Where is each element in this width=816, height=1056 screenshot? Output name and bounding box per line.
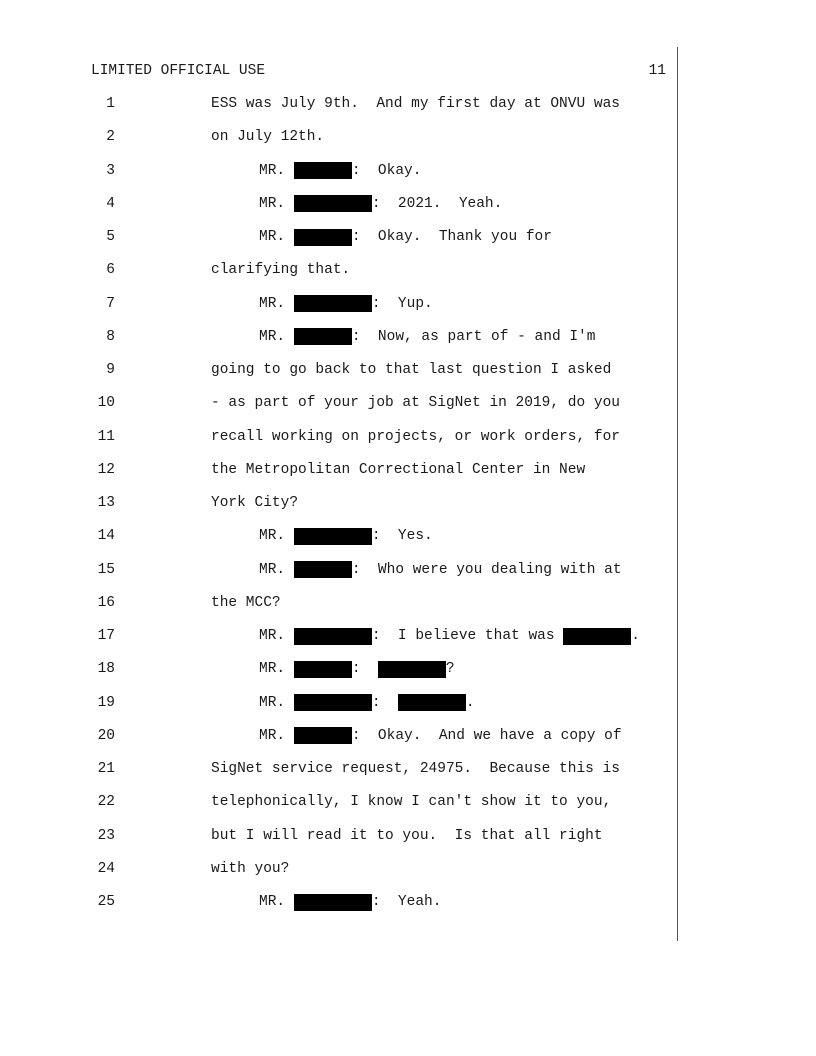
line-number: 16 (97, 594, 115, 611)
line-text (259, 195, 502, 213)
text-segment: clarifying that. (211, 262, 351, 279)
transcript-line (0, 128, 680, 148)
text-segment: MR. (259, 694, 294, 711)
text-segment: : (351, 661, 378, 678)
transcript-line (0, 527, 680, 547)
redaction-block (294, 195, 372, 212)
line-text (259, 162, 421, 180)
line-number: 11 (97, 428, 115, 445)
text-segment: : Okay. And we have a copy of (351, 727, 622, 744)
transcript-line (0, 394, 680, 414)
text-segment: : Okay. Thank you for (351, 229, 552, 245)
line-text (259, 893, 441, 911)
text-segment: . (465, 694, 475, 711)
text-segment: MR. (259, 561, 294, 578)
line-text (211, 827, 603, 845)
redaction-block (294, 894, 372, 911)
transcript-line (0, 328, 680, 348)
text-segment: MR. (259, 162, 294, 179)
transcript-line (0, 95, 680, 115)
line-number: 2 (106, 129, 115, 146)
text-segment: : 2021. Yeah. (371, 195, 503, 212)
redaction-block (294, 295, 372, 312)
redaction-block (294, 694, 372, 711)
text-segment: MR. (259, 661, 294, 678)
redaction-block (378, 661, 446, 678)
transcript-line (0, 760, 680, 780)
line-text (211, 428, 620, 446)
line-number: 9 (106, 362, 115, 378)
line-text (211, 461, 585, 479)
transcript-line (0, 162, 680, 182)
line-number: 6 (106, 262, 115, 279)
line-text (211, 261, 350, 279)
line-text (259, 295, 433, 313)
transcript-line (0, 295, 680, 315)
text-segment: MR. (259, 528, 294, 545)
transcript-line (0, 793, 680, 813)
text-segment: telephonically, I know I can't show it to you, (211, 794, 612, 811)
line-text (211, 361, 611, 379)
redaction-block (398, 694, 466, 711)
line-text (259, 527, 433, 545)
line-text (211, 494, 298, 512)
text-segment: recall working on projects, or work orders, for (211, 428, 620, 445)
text-segment: going to go back to that last question I asked (211, 362, 612, 378)
line-number: 23 (97, 827, 115, 844)
line-number: 17 (97, 628, 115, 644)
line-number: 4 (106, 195, 115, 212)
text-segment: MR. (259, 894, 294, 910)
text-segment: : Okay. (351, 162, 422, 179)
line-text (259, 328, 595, 346)
text-segment: with you? (211, 860, 290, 877)
transcript-line (0, 627, 680, 647)
line-number: 19 (97, 694, 115, 711)
transcript-line (0, 461, 680, 481)
line-text (259, 627, 640, 645)
transcript-line (0, 660, 680, 680)
text-segment: ? (445, 661, 455, 678)
line-text (211, 394, 620, 412)
line-text (259, 660, 455, 678)
line-number: 13 (97, 495, 115, 511)
line-number: 22 (97, 794, 115, 811)
transcript-line (0, 494, 680, 514)
text-segment: . (631, 628, 640, 644)
transcript-line (0, 228, 680, 248)
transcript-line (0, 827, 680, 847)
line-number: 7 (106, 295, 115, 312)
line-text (259, 694, 475, 712)
redaction-block (294, 328, 352, 345)
line-number: 24 (97, 860, 115, 877)
redaction-block (294, 528, 372, 545)
transcript-line (0, 727, 680, 747)
text-segment: MR. (259, 628, 294, 644)
line-text (259, 228, 552, 246)
transcript-line (0, 594, 680, 614)
redaction-block (294, 162, 352, 179)
page-number: 11 (648, 63, 666, 79)
text-segment: on July 12th. (211, 129, 325, 146)
line-text (211, 760, 620, 778)
line-number: 20 (97, 727, 115, 744)
text-segment: : I believe that was (371, 628, 564, 644)
text-segment: : Yup. (371, 295, 433, 312)
transcript-line (0, 195, 680, 215)
line-text (259, 561, 622, 579)
text-segment: MR. (259, 195, 294, 212)
redaction-block (294, 628, 372, 645)
text-segment: : Now, as part of - and I'm (351, 328, 596, 345)
text-segment: : (371, 694, 398, 711)
line-number: 15 (97, 561, 115, 578)
line-text (211, 594, 281, 612)
text-segment: the MCC? (211, 594, 281, 611)
line-number: 18 (97, 661, 115, 678)
transcript-line (0, 561, 680, 581)
redaction-block (294, 727, 352, 744)
line-number: 12 (97, 461, 115, 478)
line-number: 14 (97, 528, 115, 545)
transcript-line (0, 428, 680, 448)
text-segment: MR. (259, 328, 294, 345)
text-segment: MR. (259, 727, 294, 744)
line-text (259, 727, 622, 745)
line-number: 25 (97, 894, 115, 910)
line-number: 8 (106, 328, 115, 345)
text-segment: - as part of your job at SigNet in 2019, do you (211, 395, 620, 412)
text-segment: York City? (211, 495, 299, 511)
text-segment: MR. (259, 229, 294, 245)
transcript-line (0, 361, 680, 381)
text-segment: MR. (259, 295, 294, 312)
line-text (211, 860, 289, 878)
redaction-block (294, 661, 352, 678)
transcript-line (0, 893, 680, 913)
redaction-block (294, 229, 352, 246)
line-text (211, 128, 324, 146)
text-segment: ESS was July 9th. And my first day at ONVU was (211, 96, 620, 112)
text-segment: but I will read it to you. Is that all right (211, 827, 603, 844)
line-text (211, 793, 611, 811)
line-number: 5 (106, 229, 115, 245)
redaction-block (563, 628, 631, 645)
redaction-block (294, 561, 352, 578)
line-number: 1 (106, 96, 115, 112)
transcript-line (0, 860, 680, 880)
text-segment: the Metropolitan Correctional Center in New (211, 461, 586, 478)
transcript-line (0, 694, 680, 714)
classification-header: LIMITED OFFICIAL USE (91, 63, 266, 79)
text-segment: : Yes. (371, 528, 433, 545)
text-segment: : Yeah. (371, 894, 442, 910)
line-text (211, 95, 620, 113)
line-number: 10 (97, 395, 115, 412)
transcript-line (0, 261, 680, 281)
line-number: 21 (97, 761, 115, 777)
line-number: 3 (106, 162, 115, 179)
text-segment: SigNet service request, 24975. Because this is (211, 761, 620, 777)
text-segment: : Who were you dealing with at (351, 561, 622, 578)
